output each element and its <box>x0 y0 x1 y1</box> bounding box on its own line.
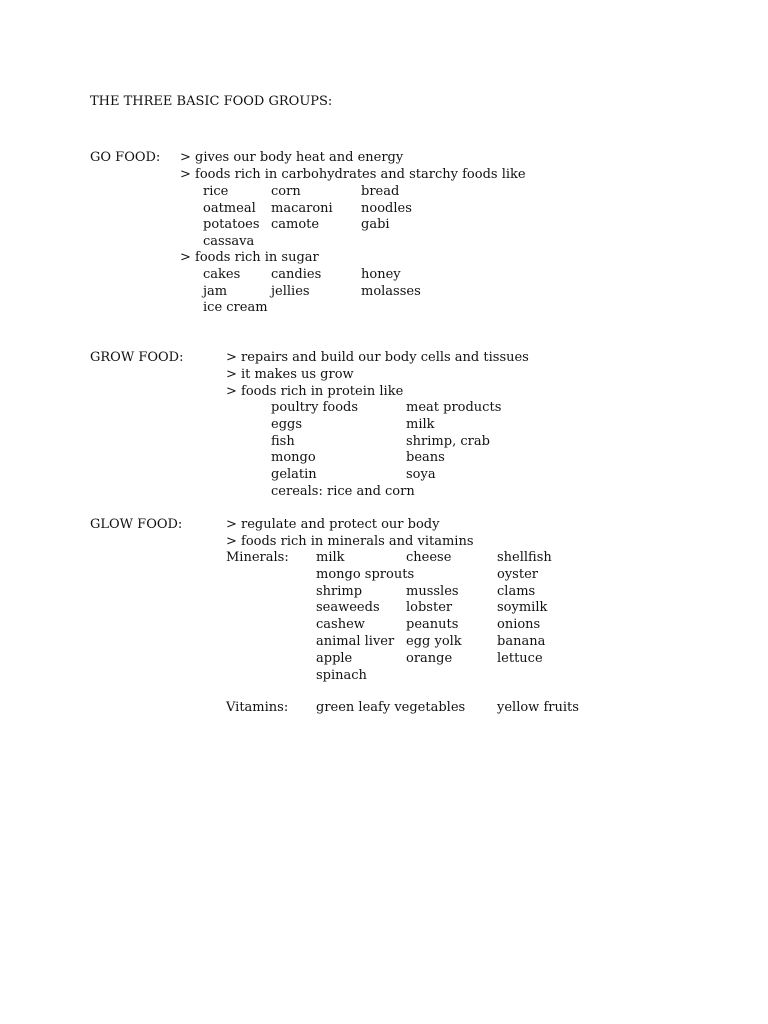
starchy-food-item: noodles <box>361 200 412 216</box>
protein-food-item: soya <box>406 467 436 483</box>
protein-food-item: meat products <box>406 400 502 415</box>
protein-food-item: gelatin <box>271 467 317 483</box>
starchy-food-item: macaroni <box>271 200 333 216</box>
page-title: THE THREE BASIC FOOD GROUPS: <box>90 94 333 109</box>
mineral-food-item: cheese <box>406 550 452 565</box>
grow-food-label: GROW FOOD: <box>90 350 184 365</box>
glow-food-desc-1: > regulate and protect our body <box>226 517 440 532</box>
mineral-food-item: milk <box>316 550 345 565</box>
protein-food-item: beans <box>406 450 445 466</box>
grow-food-desc-2: > it makes us grow <box>226 367 354 382</box>
go-sugar-heading: > foods rich in sugar <box>180 250 319 265</box>
mineral-food-item: clams <box>497 583 536 599</box>
protein-food-item: milk <box>406 416 435 432</box>
mineral-food-item: spinach <box>316 667 367 683</box>
mineral-food-item: shrimp <box>316 583 363 599</box>
protein-food-item: cereals: rice and corn <box>271 484 415 499</box>
vitamin-item: green leafy vegetables <box>316 700 466 715</box>
protein-food-item: mongo <box>271 450 316 466</box>
starchy-food-item: bread <box>361 184 400 199</box>
sugar-food-item: ice cream <box>203 300 268 316</box>
starchy-food-item: gabi <box>361 217 390 233</box>
starchy-food-item: rice <box>203 184 229 199</box>
mineral-food-item: mongo sprouts <box>316 566 415 582</box>
protein-food-item: fish <box>271 433 295 449</box>
sugar-food-item: candies <box>271 267 322 282</box>
mineral-food-item: shellfish <box>497 550 552 565</box>
vitamins-label: Vitamins: <box>226 700 289 715</box>
sugar-food-item: molasses <box>361 283 421 299</box>
go-food-desc-1: > gives our body heat and energy <box>180 150 404 165</box>
mineral-food-item: peanuts <box>406 617 459 633</box>
protein-food-item: shrimp, crab <box>406 433 490 449</box>
mineral-food-item: apple <box>316 650 353 666</box>
sugar-food-item: jellies <box>271 283 310 299</box>
starchy-food-item: corn <box>271 184 301 199</box>
sugar-food-item: honey <box>361 267 401 282</box>
vitamin-item: yellow fruits <box>497 700 579 715</box>
go-food-desc-2: > foods rich in carbohydrates and starchy foods like <box>180 167 526 182</box>
grow-food-desc-3: > foods rich in protein like <box>226 384 404 399</box>
grow-food-desc-1: > repairs and build our body cells and tissues <box>226 350 529 365</box>
go-food-label: GO FOOD: <box>90 150 161 165</box>
starchy-food-item: oatmeal <box>203 200 256 216</box>
glow-food-label: GLOW FOOD: <box>90 517 183 532</box>
mineral-food-item: oyster <box>497 566 538 582</box>
mineral-food-item: banana <box>497 634 546 649</box>
starchy-food-item: potatoes <box>203 217 260 233</box>
starchy-food-item: cassava <box>203 234 255 250</box>
protein-food-item: poultry foods <box>271 400 359 415</box>
mineral-food-item: mussles <box>406 583 459 599</box>
glow-food-desc-2: > foods rich in minerals and vitamins <box>226 534 474 549</box>
mineral-food-item: cashew <box>316 617 365 633</box>
mineral-food-item: lettuce <box>497 650 543 666</box>
protein-food-item: eggs <box>271 416 303 432</box>
mineral-food-item: seaweeds <box>316 600 380 616</box>
sugar-food-item: cakes <box>203 267 241 282</box>
minerals-label: Minerals: <box>226 550 289 565</box>
sugar-food-item: jam <box>203 283 228 299</box>
starchy-food-item: camote <box>271 217 320 233</box>
mineral-food-item: soymilk <box>497 600 548 616</box>
mineral-food-item: animal liver <box>316 634 395 649</box>
mineral-food-item: egg yolk <box>406 634 462 649</box>
mineral-food-item: onions <box>497 617 541 633</box>
mineral-food-item: orange <box>406 650 453 666</box>
mineral-food-item: lobster <box>406 600 453 616</box>
